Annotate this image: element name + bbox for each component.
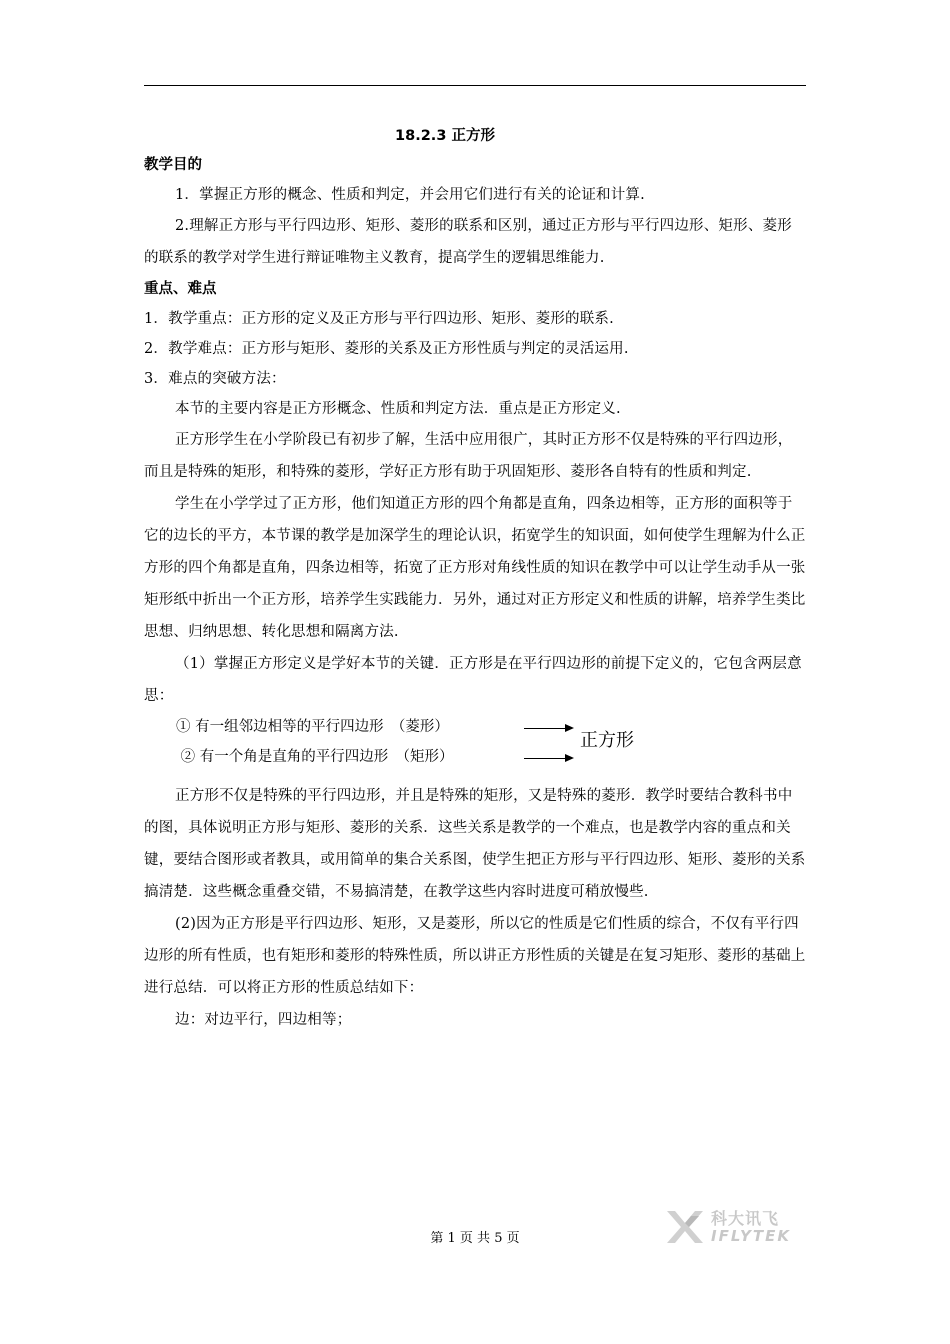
keypoint-item: 2．教学难点：正方形与矩形、菱形的关系及正方形性质与判定的灵活运用. — [144, 341, 629, 357]
document-body — [144, 122, 806, 1036]
logo-text-cn: 科大讯飞 — [711, 1209, 780, 1228]
body-paragraph: （1）掌握正方形定义是学好本节的关键．正方形是在平行四边形的前提下定义的，它包含两层意思： — [144, 656, 802, 704]
header-rule — [144, 85, 806, 86]
right-arrow-icon — [524, 728, 572, 729]
definition-relation-diagram — [144, 714, 806, 778]
body-paragraph: 正方形不仅是特殊的平行四边形，并且是特殊的矩形，又是特殊的菱形．教学时要结合教科书中的图，具体说明正方形与矩形、菱形的关系．这些关系是教学的一个难点，也是教学内容的重点和关键，要结合图形或者教具，或用简单的集合关系图，使学生把正方形与平行四边形、矩形、菱形的关系搞清楚．这些概念重叠交错，不易搞清楚，在教学这些内容时进度可稍放慢些. — [144, 788, 806, 900]
right-arrow-icon — [524, 758, 572, 759]
page-title: 18.2.3 正方形 — [395, 128, 495, 144]
relation-result: 正方形 — [580, 730, 634, 751]
section-heading-keypoints: 重点、难点 — [144, 281, 217, 297]
body-paragraph: 学生在小学学过了正方形，他们知道正方形的四个角都是直角，四条边相等，正方形的面积等于它的边长的平方，本节课的教学是加深学生的理论认识，拓宽学生的知识面，如何使学生理解为什么正方形的四个角都是直角，四条边相等，拓宽了正方形对角线性质的知识在教学中可以让学生动手从一张矩形纸中折出一个正方形，培养学生实践能力．另外，通过对正方形定义和性质的讲解，培养学生类比思想、归纳思想、转化思想和隔离方法. — [144, 496, 806, 640]
body-paragraph: 正方形学生在小学阶段已有初步了解，生活中应用很广，其时正方形不仅是特殊的平行四边形，而且是特殊的矩形，和特殊的菱形，学好正方形有助于巩固矩形、菱形各自特有的性质和判定. — [144, 432, 793, 480]
goal-item: 1．掌握正方形的概念、性质和判定，并会用它们进行有关的论证和计算. — [175, 187, 645, 203]
keypoint-item: 1．教学重点：正方形的定义及正方形与平行四边形、矩形、菱形的联系. — [144, 311, 614, 327]
relation-line-rhombus: ① 有一组邻边相等的平行四边形 （菱形） — [176, 719, 449, 735]
body-paragraph: 边：对边平行，四边相等； — [175, 1012, 352, 1028]
keypoint-item: 3．难点的突破方法： — [144, 371, 286, 387]
page-footer: 第 1 页 共 5 页 — [430, 1231, 520, 1246]
body-paragraph: 本节的主要内容是正方形概念、性质和判定方法．重点是正方形定义. — [175, 401, 621, 417]
goal-item: 2.理解正方形与平行四边形、矩形、菱形的联系和区别，通过正方形与平行四边形、矩形、菱形的联系的教学对学生进行辩证唯物主义教育，提高学生的逻辑思维能力. — [144, 218, 792, 266]
logo-text-en: IFLYTEK — [711, 1227, 792, 1245]
section-heading-goals: 教学目的 — [144, 157, 202, 173]
relation-line-rectangle: ② 有一个角是直角的平行四边形 （矩形） — [176, 749, 454, 765]
body-paragraph: (2)因为正方形是平行四边形、矩形，又是菱形，所以它的性质是它们性质的综合，不仅有平行四边形的所有性质，也有矩形和菱形的特殊性质，所以讲正方形性质的关键是在复习矩形、菱形的基础上进行总结．可以将正方形的性质总结如下： — [144, 916, 806, 996]
